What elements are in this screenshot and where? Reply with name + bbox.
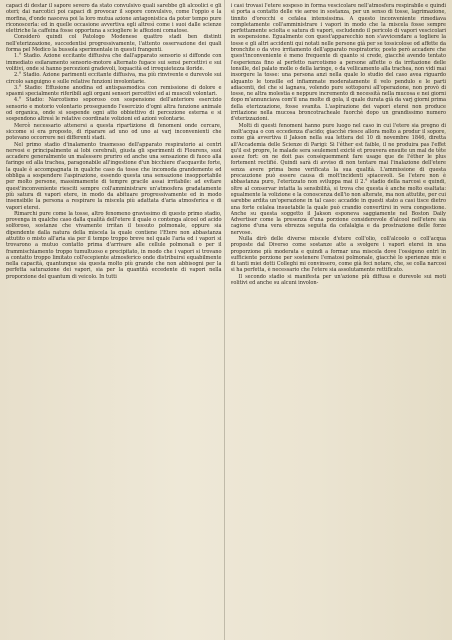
paragraph: Nulla dirò delle diverse miscele d'etere coll'olio, coll'alcoolo o coll'acqua proposte dal Diverso come sostanze atte a svolgere i vapori eterei in una proporzione più moderata e quindi a formar una miscela dove l'ossigeno entri in sufficiente porzione per sostenere l'ematosi polmonale, giacchè lo sperienze mie e di tanti miei dotti Colleghi mi convinsero, come già feci notare, che, se colla narcosi si ha perfetta, è necessario che l'etere sia assolutamente rettificato. — [230, 235, 446, 274]
paragraph: 2.° Stadio. Azione parimenti eccitante diffusiva, ma più rinvivente e durevole sui circolo sanguigno e sulle relative funzioni involontarie. — [6, 72, 222, 85]
left-column — [6, 3, 222, 640]
paragraph: i casi trovasi l'etere sospeso in forma vescicolare nell'atmosfera respirabile e quindi si porta a contatto delle vie aeree in sostanza, per un senso di tosse, lagrimazione, tinnito d'orecchi e cefalea intensissima. A questo inconveniente rimediava completamente coll'amministrare i vapori in modo che la miscela fosse sempre perfettamente sciolta e satura di vapori, escludendo il pericolo di vapori vescicolari in sospensione. Egualmente con quest'apparecchio non s'avvicendare a togliere la tosse e gli altri accidenti qui notati nelle persone già per se tossicolose od affette da bronchite o da vivo irritamento dell'apparato respiratorio; posto però accadere che quest'inconveniente è meno frequente di quanto si crede, giacchè avendo tentato l'esperienza fino al perfetto narcotismo a persone affette o da irritazione delle tonsille, del palato molle o della laringe, o da vellicamento alla trachea, non vidi mai insorgere la tosse: una persona anzi nella quale lo studio del caso avea riguardo alquanto le tonsille ed infiammate moderatamente il velo pendulo e le parti adiacenti, del che si lagnava, volendo pure sottoporsi all'operazione, non provò di tosse, ne altra molestia e neppure incremento di necessità nella mucosa e nei giorni dopo m'annunciava com'il una molte di gola, il quale durata già da varj giorni prima della eterizzazione, fosse svanita. L'aspirazione dei vapori eterei non produce irritazione nella mucosa broncotracheale fuorchè dopo un grandissimo numero d'eterizzazioni. — [230, 3, 446, 123]
right-column — [231, 3, 447, 640]
paragraph: capaci di destar il sapore severo da stato convulsivo quali sarebbe gli alcoolici e gli oteri; dai narcotici poi capaci di provocar il sopore convulsivo, come l'oppio e la morfina, d'onde nasceva poi la loro mutua azione antagonistica da poter tempo pure riconoscerla: ed in quelle occasione avvertiva egli altresì come i suoi dalle scienze elettriche la caffeina fosse opportuna a sciogliere le affezioni comatose. — [6, 3, 222, 35]
column-divider — [224, 0, 225, 640]
paragraph: 1.° Stadio. Azione eccitante diffusiva che dall'apparato sensorio si diffonde con immediato esilaramento sensorio-motore alternato fugace sui sensi percettivi e sui volitivi, onde si hanno percezioni gradevoli, loquacità ed irrequietezza iloride. — [6, 53, 222, 72]
paragraph: 4.° Stadio: Narcotismo soporoso con sospensione dell'anteriore esercizio sensorio e motorio volontario proseguendo l'esercizio d'ogni altra funzione animale od organica, onde si sospende ogni atto obbiettivo di percezione esterna e si sospendono altresì le relative coordinate volizioni ed azioni volontarie. — [6, 97, 222, 123]
paragraph: Nel primo stadio d'inalamento trasmesso dell'apparato respiratorio ai centri nervosi e principalmente ai lobi cerebrali, giusta gli sperimenti di Flourens, suol accadere generalmente un malessere pruriro ed anche una sensazione di fuoco alla faringe ed alla trachea, paragonabile all'ingestione d'un bicchiere d'acquavite forte, la quale è accompagnata in qualche caso da tosse che incomoda grandemente ed obbliga a sospendere l'aspirazione, essendo questa una sensazione insopportabile per molto persone, massimamente di tempre gracile assai irritabile: ad evitare quest'inconveniente riesciti sempre coll'amministrare un'atmosfera gradatamente più satura di vapori etere, in modo da abituare progressivamente ed in modo insensibile la persona a respirare la miscela più adattata d'aria atmosferica e di vapori eterei. — [6, 141, 222, 211]
paragraph: Rimarchi pure come la tosse, altro fenomeno gravissimo di questo primo stadio, provenga in qualche caso dalla qualità dell'etere il quale o contenga alcool od acido solforoso, sostanze che vivamente irritan il tessuto polmonale, oppure sia dipendente dalla natura della miscela la quale contiene l'Etere non abbastanza attutito o misto all'aria sia per il tempo troppo breve nel quale l'aria ed i vapori si trovarono a mutuo contatto prima d'arrivare alle cellule polmonali o per il frammischiamento troppo tumultuoso e precipitato, in modo che i vapori si trovano a contatto troppo limitato coll'ecepiente atmosferico onde distribuirsi equabilmente nella capacità, quantunque sia questa molto più grande che non abbisogni per la perfetta saturazione dei vapori, sia per la quantità eccedente di vapori nella proporzione del quantum di veicolo. In tutti — [6, 210, 222, 280]
paragraph: Mercè necessario attenersi a questa ripartizione di fenomeni onde cercare, siccome si era proposto, di riparare ad uno od uno ai varj inconvenienti che potevano occorrere nei differenti stadi. — [6, 122, 222, 142]
paragraph: Considerò quindi col Patologo Modenese quattro stadi ben distinti nell'eterizzazione, succedentisi progressivamente, l'attento osservazione dei quali forma pel Medico la bussola sperimentale in questi frangenti. — [6, 34, 222, 54]
paragraph: Molti di questi fenomeni hanno pure luogo nel caso in cui l'etere sia pregno di molt'acqua o con eccedenza d'acido; giacchè riesce allora molto a produr il sopore, come già avvertiva il Jakson nella sua lettera del 10 di novembre 1846, diretta all'Accademia delle Scienze di Parigi: Si l'éther est faible, il ne produira pas l'effet qu'il est propre, le malade sera seulement exicté et prouvera ensuite un mal de tête assez fort: on ne doit pas conséquemment fare usage que de l'éther le plus fortement rectifié. Quindi sarà di avviso di non tentare mai l'inalazione dell'etere senza avere prima bene verificata la sua qualità. L'ammissione di questa precauzione può essere causa di molt'incidenti spiacevoli. Se l'etere non è abbastanza puro, l'eterizzato non sviluppa mai il 2.° stadio della narcosi e quindi, oltre al conservar intatta la sensibilità, si trova che questa è anche molto esaltata: egualmente la volizione e la conoscenza dell'io non alterate, ma non attutite, per cui sarebbe ardita un'operazione in tal caso: accadde in questi stato a casi tisce dietro una forte celalea insuetabile la quale può crandio convertirsi in vera congestione. Anche su questa soggetto il Jakson esponeva saggiamente nel Boston Daily Advertiser come la presenza d'una porzione considerevole d'alcool nell'etere sia cagione d'una vera ebrezza seguita da cefalalgia e da prostrazione delle forze nervose. — [230, 122, 446, 236]
paragraph: Il secondo stadio si manifesta per un'azione più diffusa e durevole sui moti volitivi ed anche su alcuni involon- — [230, 273, 446, 287]
paragraph: 3.° Stadio: Effusione anodina ed antispasmodica con remissione di dolore e spasmi specialmente riferibili agli organi sensori percettivi ed ai muscoli volontari. — [6, 84, 222, 98]
